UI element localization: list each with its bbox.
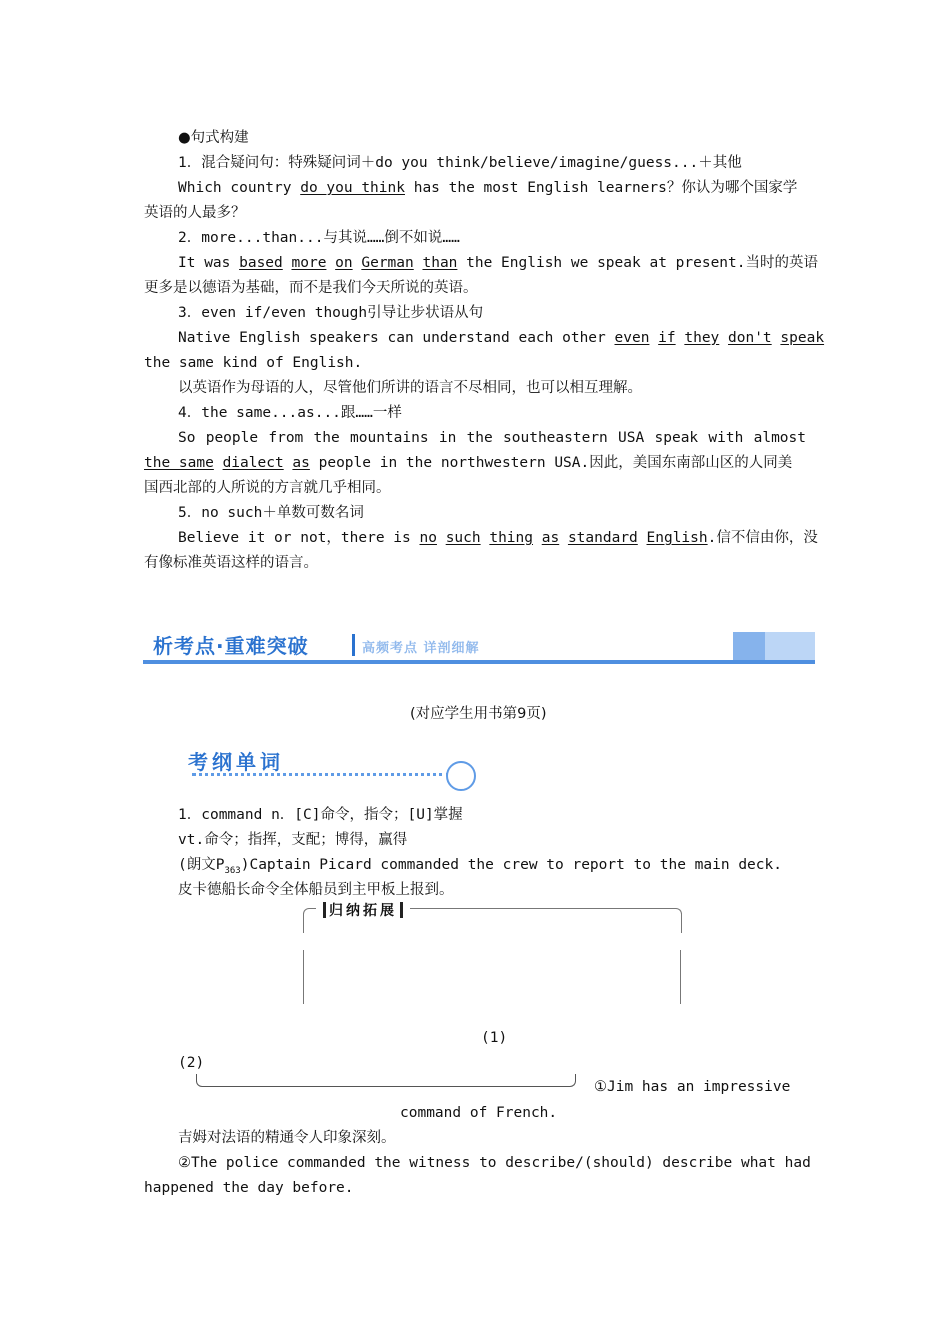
vocab-heading-title: 考纲单词: [188, 750, 284, 774]
item1-example-cont: 英语的人最多？: [144, 205, 246, 221]
entry-example: (朗文$P_{363})Captain$ Picard commanded the crew to report to the main deck.: [178, 857, 782, 876]
item2-example-cont: 更多是以德语为基础，而不是我们今天所说的英语。: [144, 280, 478, 296]
item2-title: 2．more...than...与其说……倒不如说……: [178, 230, 460, 246]
underbrace: [196, 1074, 576, 1087]
mark-2: (2): [178, 1055, 205, 1071]
item1-title: 1．混合疑问句：特殊疑问词＋do you think/believe/imagine/guess...＋其他: [178, 155, 742, 171]
item1-example: Which country do you think has the most English learners？你认为哪个国家学: [178, 180, 798, 196]
induction-box-title: 归纳拓展: [316, 900, 410, 920]
entry-definition: 1．command n．[C]命令，指令；[U]掌握: [178, 807, 463, 823]
banner-block-light: [765, 632, 815, 660]
item5-title: 5．no such＋单数可数名词: [178, 505, 364, 521]
example1-cont: command of French.: [400, 1105, 558, 1121]
banner-block-dark: [733, 632, 765, 660]
item5-example-cont: 有像标准英语这样的语言。: [144, 555, 318, 571]
entry-definition-verb: vt.命令；指挥，支配；博得，赢得: [178, 832, 408, 848]
reference-note: (对应学生用书第9页): [410, 706, 547, 722]
mark-1: (1): [481, 1030, 508, 1046]
item4-example: So people from the mountains in the southeastern USA speak with almost: [178, 430, 806, 446]
example2: ②The police commanded the witness to describe/(should) describe what had: [178, 1155, 811, 1171]
induction-box-left-edge: [303, 950, 304, 1004]
banner-title: 析考点·重难突破: [153, 634, 309, 658]
item4-title: 4．the same...as...跟……一样: [178, 405, 402, 421]
vocab-heading: [188, 746, 488, 790]
banner-subtitle: 高频考点 详剖细解: [362, 641, 480, 656]
section-banner: [143, 628, 815, 664]
banner-divider: [352, 634, 355, 656]
circle-ornament-icon: [446, 761, 476, 791]
dotted-rule: [192, 773, 450, 776]
item3-translation: 以英语作为母语的人，尽管他们所讲的语言不尽相同，也可以相互理解。: [178, 380, 642, 396]
item4-example-cont: the same dialect as people in the northwestern USA.因此，美国东南部山区的人同美: [144, 455, 793, 471]
example1: ①Jim has an impressive: [594, 1079, 791, 1095]
item5-example: Believe it or not，there is no such thing as standard English.信不信由你，没: [178, 530, 818, 546]
induction-box-right-edge: [680, 950, 681, 1004]
example1-translation: 吉姆对法语的精通令人印象深刻。: [178, 1130, 396, 1146]
item4-example-cont2: 国西北部的人所说的方言就几乎相同。: [144, 480, 391, 496]
section-heading: ●句式构建: [178, 130, 249, 146]
banner-rule: [143, 660, 815, 664]
item3-example-cont: the same kind of English.: [144, 355, 363, 371]
item3-example: Native English speakers can understand each other even if they don't speak: [178, 330, 825, 346]
item3-title: 3．even if/even though引导让步状语从句: [178, 305, 484, 321]
entry-example-translation: 皮卡德船长命令全体船员到主甲板上报到。: [178, 882, 454, 898]
example2-cont: happened the day before.: [144, 1180, 354, 1196]
item2-example: It was based more on German than the English we speak at present.当时的英语: [178, 255, 818, 271]
